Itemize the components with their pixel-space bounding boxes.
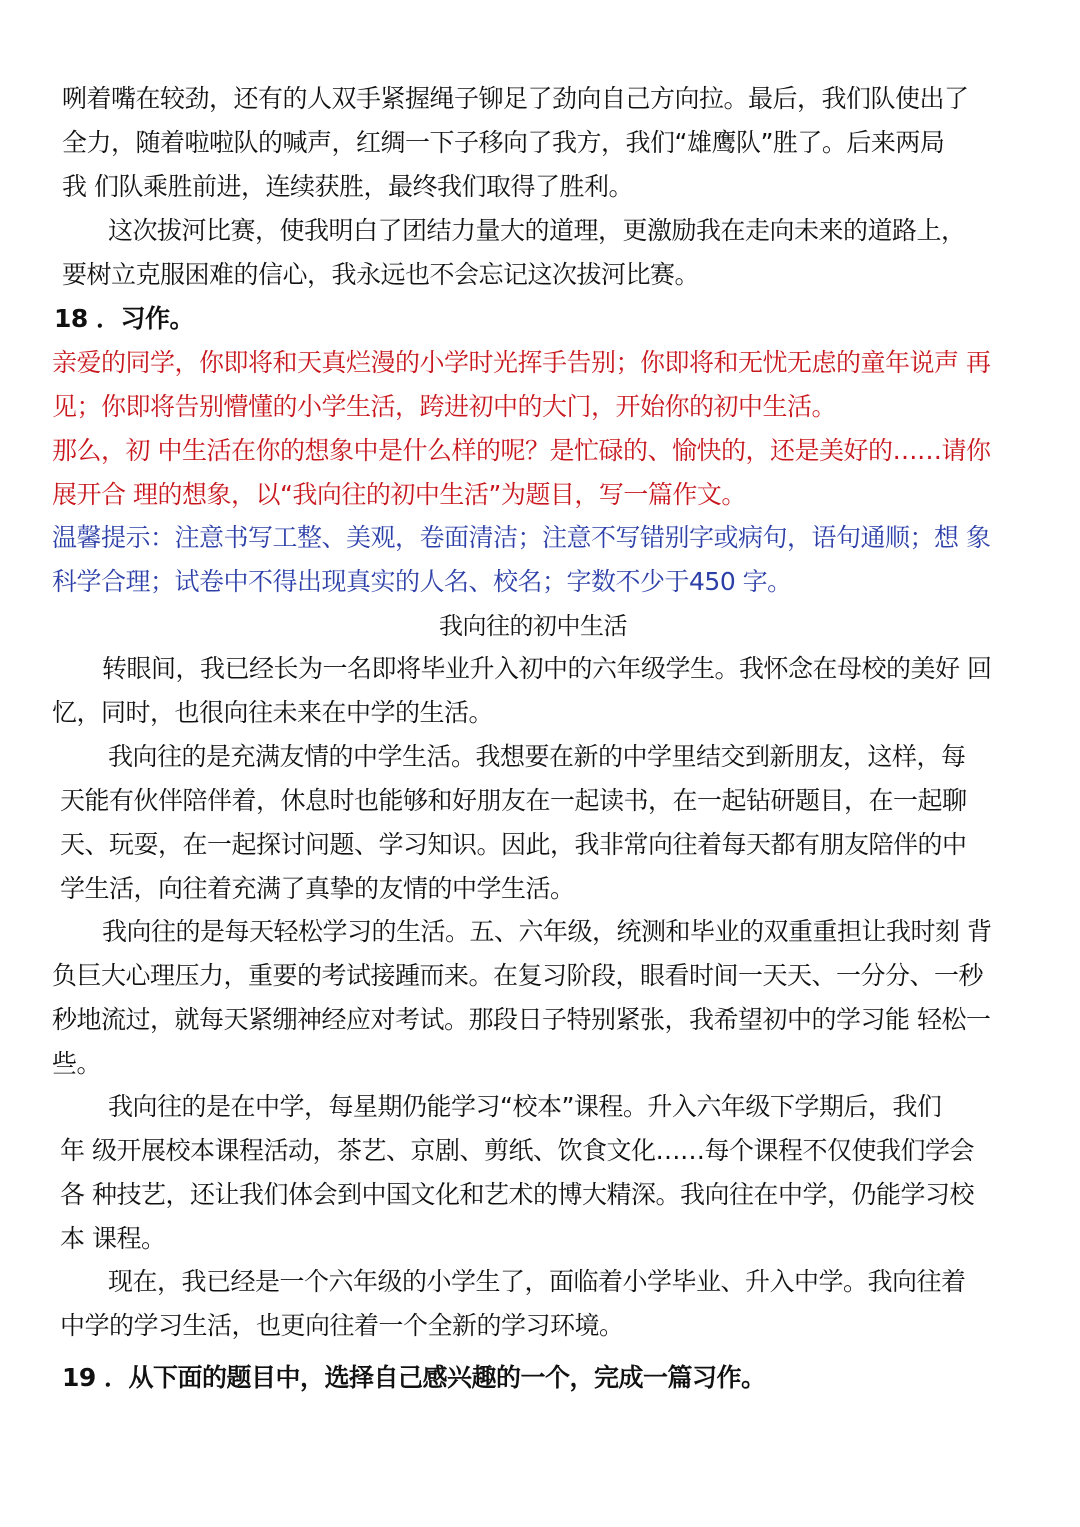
q18-prompt-line: 见；你即将告别懵懂的小学生活，跨进初中的大门，开始你的初中生活。 [52,392,837,421]
essay-title: 我向往的初中生活 [439,612,627,640]
essay-line: 本 课程。 [60,1224,166,1253]
q18-prompt-line: 那么，初 中生活在你的想象中是什么样的呢？是忙碌的、愉快的，还是美好的……请你 [52,436,991,465]
essay-line: 我向往的是充满友情的中学生活。我想要在新的中学里结交到新朋友，这样，每 [108,742,966,771]
essay-line: 转眼间，我已经长为一名即将毕业升入初中的六年级学生。我怀念在母校的美好 回 [102,654,992,683]
essay-line: 我向往的是每天轻松学习的生活。五、六年级，统测和毕业的双重重担让我时刻 背 [102,917,992,946]
prev-essay-line: 要树立克服困难的信心，我永远也不会忘记这次拔河比赛。 [62,260,700,289]
prev-essay-line: 咧着嘴在较劲，还有的人双手紧握绳子铆足了劲向自己方向拉。最后，我们队使出了 [62,84,969,113]
q18-prompt-line: 展开合 理的想象，以“我向往的初中生活”为题目，写一篇作文。 [52,480,746,509]
q18-heading: 18 ．习作。 [54,304,194,333]
essay-line: 学生活，向往着充满了真挚的友情的中学生活。 [60,874,575,903]
prev-essay-line: 我 们队乘胜前进，连续获胜，最终我们取得了胜利。 [62,172,633,201]
prev-essay-line: 这次拔河比赛，使我明白了团结力量大的道理，更激励我在走向未来的道路上， [108,216,966,245]
prev-essay-line: 全力，随着啦啦队的喊声，红绸一下子移向了我方，我们“雄鹰队”胜了。后来两局 [62,128,945,157]
essay-line: 各 种技艺，还让我们体会到中国文化和艺术的博大精深。我向往在中学，仍能学习校 [60,1180,974,1209]
essay-line: 负巨大心理压力，重要的考试接踵而来。在复习阶段，眼看时间一天天、一分分、一秒 [52,961,984,990]
q19-heading: 19 ．从下面的题目中，选择自己感兴趣的一个，完成一篇习作。 [62,1363,766,1392]
q18-tip-line: 科学合理；试卷中不得出现真实的人名、校名；字数不少于450 字。 [52,567,792,596]
essay-line: 天能有伙伴陪伴着，休息时也能够和好朋友在一起读书，在一起钻研题目，在一起聊 [60,786,967,815]
q18-prompt-line: 亲爱的同学，你即将和天真烂漫的小学时光挥手告别；你即将和无忧无虑的童年说声 再 [52,348,991,377]
essay-line: 忆，同时，也很向往未来在中学的生活。 [52,698,494,727]
essay-line: 中学的学习生活，也更向往着一个全新的学习环境。 [60,1311,624,1340]
essay-line: 现在，我已经是一个六年级的小学生了，面临着小学毕业、升入中学。我向往着 [108,1267,966,1296]
q18-tip-line: 温馨提示：注意书写工整、美观，卷面清洁；注意不写错别字或病句，语句通顺；想 象 [52,523,991,552]
essay-line: 天、玩耍，在一起探讨问题、学习知识。因此，我非常向往着每天都有朋友陪伴的中 [60,830,967,859]
essay-line: 年 级开展校本课程活动，茶艺、京剧、剪纸、饮食文化……每个课程不仅使我们学会 [60,1136,974,1165]
essay-line: 些。 [52,1049,102,1078]
essay-line: 秒地流过，就每天紧绷神经应对考试。那段日子特别紧张，我希望初中的学习能 轻松一 [52,1005,991,1034]
essay-line: 我向往的是在中学，每星期仍能学习“校本”课程。升入六年级下学期后，我们 [108,1092,942,1121]
